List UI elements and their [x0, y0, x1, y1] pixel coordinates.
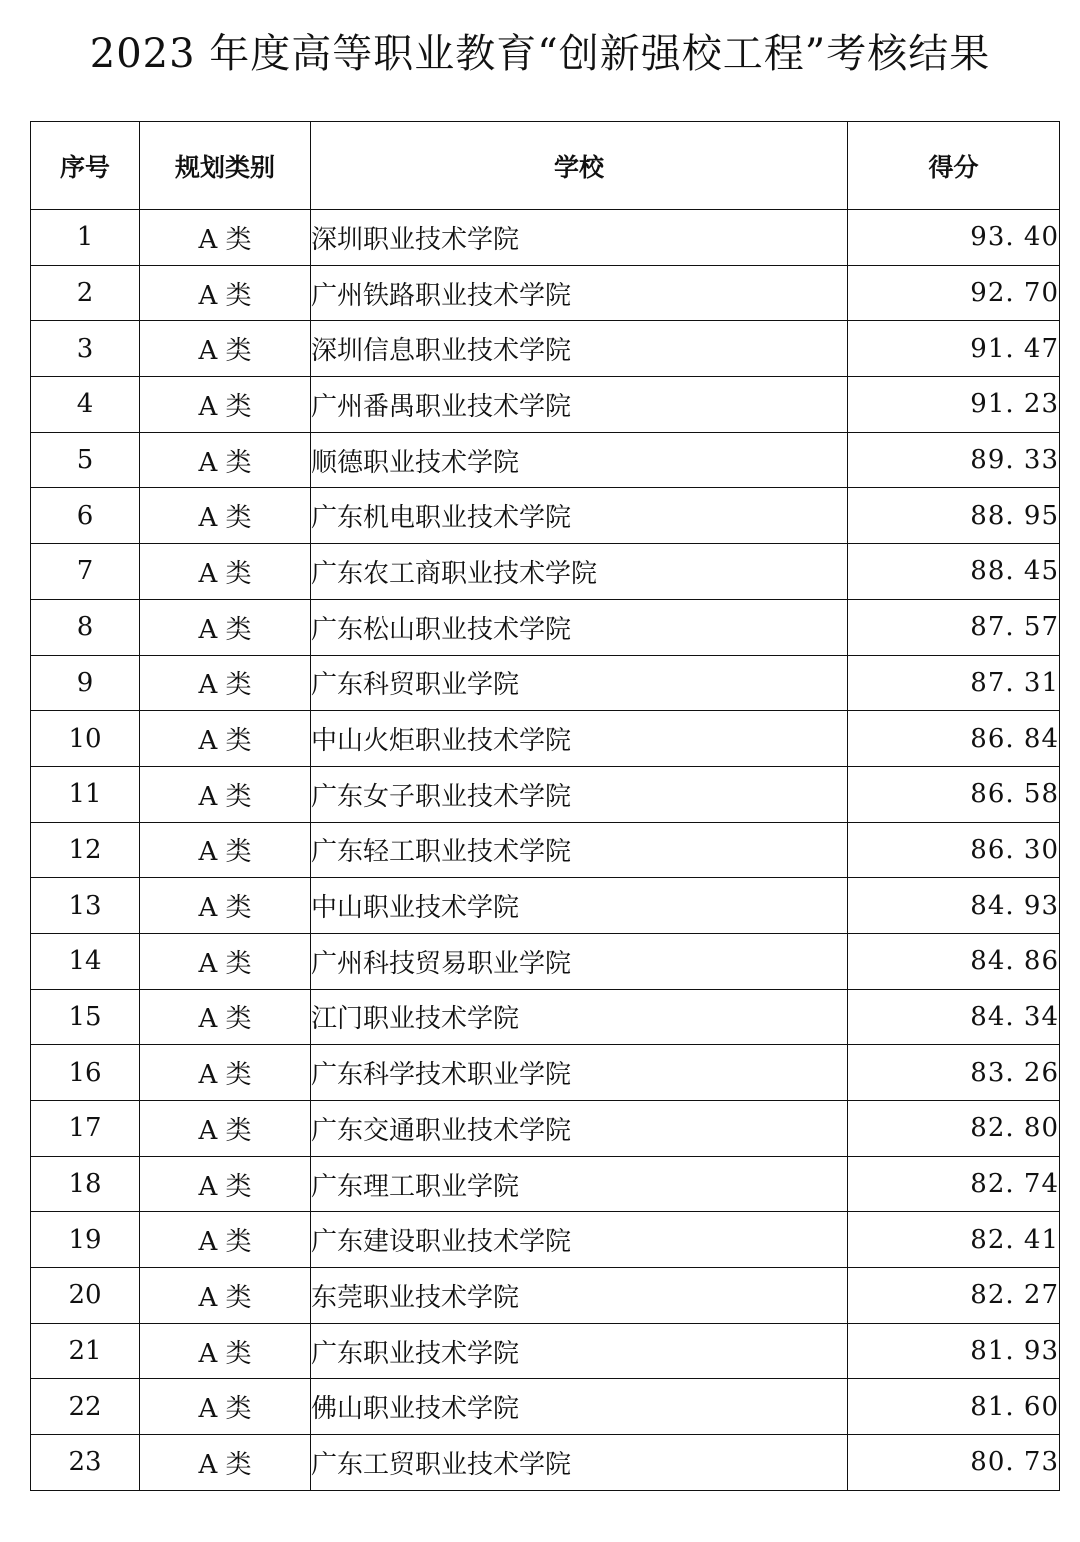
cell-score: 88. 95 [848, 488, 1060, 544]
cell-school: 江门职业技术学院 [311, 989, 848, 1045]
header-category: 规划类别 [140, 122, 311, 210]
table-row [31, 989, 1060, 1045]
cell-score: 82. 41 [848, 1212, 1060, 1268]
table-row [31, 377, 1060, 433]
cell-category: A 类 [140, 321, 311, 377]
table-row [31, 1156, 1060, 1212]
cell-school: 广州番禺职业技术学院 [311, 377, 848, 433]
cell-no: 15 [31, 989, 140, 1045]
page-title: 2023 年度高等职业教育“创新强校工程”考核结果 [89, 31, 991, 77]
cell-no: 11 [31, 766, 140, 822]
cell-no: 17 [31, 1101, 140, 1157]
cell-no: 1 [31, 210, 140, 266]
cell-category: A 类 [140, 1323, 311, 1379]
cell-no: 6 [31, 488, 140, 544]
cell-category: A 类 [140, 933, 311, 989]
cell-school: 广州铁路职业技术学院 [311, 265, 848, 321]
cell-category: A 类 [140, 989, 311, 1045]
cell-category: A 类 [140, 1379, 311, 1435]
cell-no: 12 [31, 822, 140, 878]
cell-category: A 类 [140, 655, 311, 711]
table-row [31, 1268, 1060, 1324]
cell-no: 14 [31, 933, 140, 989]
cell-no: 7 [31, 544, 140, 600]
cell-school: 广东轻工职业技术学院 [311, 822, 848, 878]
cell-score: 81. 93 [848, 1323, 1060, 1379]
cell-category: A 类 [140, 1268, 311, 1324]
cell-score: 84. 34 [848, 989, 1060, 1045]
cell-school: 广东松山职业技术学院 [311, 599, 848, 655]
cell-no: 5 [31, 432, 140, 488]
table-row [31, 655, 1060, 711]
cell-no: 22 [31, 1379, 140, 1435]
cell-category: A 类 [140, 599, 311, 655]
cell-category: A 类 [140, 210, 311, 266]
table-row [31, 766, 1060, 822]
table-row [31, 321, 1060, 377]
table-row [31, 822, 1060, 878]
cell-school: 广东职业技术学院 [311, 1323, 848, 1379]
cell-school: 深圳职业技术学院 [311, 210, 848, 266]
cell-category: A 类 [140, 1045, 311, 1101]
cell-score: 83. 26 [848, 1045, 1060, 1101]
table-row [31, 1045, 1060, 1101]
cell-category: A 类 [140, 265, 311, 321]
cell-category: A 类 [140, 1435, 311, 1491]
table-row [31, 210, 1060, 266]
cell-category: A 类 [140, 377, 311, 433]
cell-score: 87. 57 [848, 599, 1060, 655]
cell-category: A 类 [140, 544, 311, 600]
cell-no: 3 [31, 321, 140, 377]
cell-school: 广东农工商职业技术学院 [311, 544, 848, 600]
cell-score: 86. 84 [848, 711, 1060, 767]
table-body [31, 210, 1060, 1491]
cell-school: 佛山职业技术学院 [311, 1379, 848, 1435]
table-row [31, 1435, 1060, 1491]
cell-school: 广州科技贸易职业学院 [311, 933, 848, 989]
cell-school: 广东机电职业技术学院 [311, 488, 848, 544]
cell-school: 广东建设职业技术学院 [311, 1212, 848, 1268]
cell-score: 82. 27 [848, 1268, 1060, 1324]
cell-no: 20 [31, 1268, 140, 1324]
table-row [31, 933, 1060, 989]
results-table [30, 121, 1060, 1491]
cell-category: A 类 [140, 766, 311, 822]
cell-score: 84. 86 [848, 933, 1060, 989]
cell-score: 86. 30 [848, 822, 1060, 878]
table-row [31, 599, 1060, 655]
cell-score: 84. 93 [848, 878, 1060, 934]
cell-school: 广东女子职业技术学院 [311, 766, 848, 822]
cell-no: 2 [31, 265, 140, 321]
cell-category: A 类 [140, 488, 311, 544]
header-no: 序号 [31, 122, 140, 210]
cell-school: 顺德职业技术学院 [311, 432, 848, 488]
cell-category: A 类 [140, 878, 311, 934]
cell-score: 82. 80 [848, 1101, 1060, 1157]
cell-no: 9 [31, 655, 140, 711]
header-score: 得分 [848, 122, 1060, 210]
table-row [31, 488, 1060, 544]
table-row [31, 1101, 1060, 1157]
cell-category: A 类 [140, 1101, 311, 1157]
cell-no: 13 [31, 878, 140, 934]
table-row [31, 432, 1060, 488]
cell-score: 91. 23 [848, 377, 1060, 433]
cell-school: 深圳信息职业技术学院 [311, 321, 848, 377]
cell-school: 广东科贸职业学院 [311, 655, 848, 711]
cell-score: 89. 33 [848, 432, 1060, 488]
cell-school: 东莞职业技术学院 [311, 1268, 848, 1324]
cell-no: 21 [31, 1323, 140, 1379]
cell-score: 93. 40 [848, 210, 1060, 266]
cell-no: 18 [31, 1156, 140, 1212]
table-row [31, 1379, 1060, 1435]
cell-category: A 类 [140, 432, 311, 488]
table-header-row [31, 122, 1060, 210]
cell-score: 91. 47 [848, 321, 1060, 377]
cell-category: A 类 [140, 1156, 311, 1212]
cell-school: 广东理工职业学院 [311, 1156, 848, 1212]
cell-score: 88. 45 [848, 544, 1060, 600]
table-row [31, 265, 1060, 321]
cell-school: 广东工贸职业技术学院 [311, 1435, 848, 1491]
cell-score: 80. 73 [848, 1435, 1060, 1491]
table-row [31, 711, 1060, 767]
cell-score: 82. 74 [848, 1156, 1060, 1212]
table-row [31, 544, 1060, 600]
header-school: 学校 [311, 122, 848, 210]
cell-no: 4 [31, 377, 140, 433]
table-row [31, 878, 1060, 934]
cell-no: 8 [31, 599, 140, 655]
cell-no: 10 [31, 711, 140, 767]
cell-school: 中山火炬职业技术学院 [311, 711, 848, 767]
cell-score: 81. 60 [848, 1379, 1060, 1435]
table-row [31, 1323, 1060, 1379]
cell-score: 86. 58 [848, 766, 1060, 822]
cell-score: 87. 31 [848, 655, 1060, 711]
cell-category: A 类 [140, 711, 311, 767]
cell-school: 广东交通职业技术学院 [311, 1101, 848, 1157]
cell-school: 广东科学技术职业学院 [311, 1045, 848, 1101]
cell-school: 中山职业技术学院 [311, 878, 848, 934]
table-row [31, 1212, 1060, 1268]
cell-category: A 类 [140, 1212, 311, 1268]
cell-score: 92. 70 [848, 265, 1060, 321]
cell-no: 19 [31, 1212, 140, 1268]
cell-no: 23 [31, 1435, 140, 1491]
cell-no: 16 [31, 1045, 140, 1101]
cell-category: A 类 [140, 822, 311, 878]
